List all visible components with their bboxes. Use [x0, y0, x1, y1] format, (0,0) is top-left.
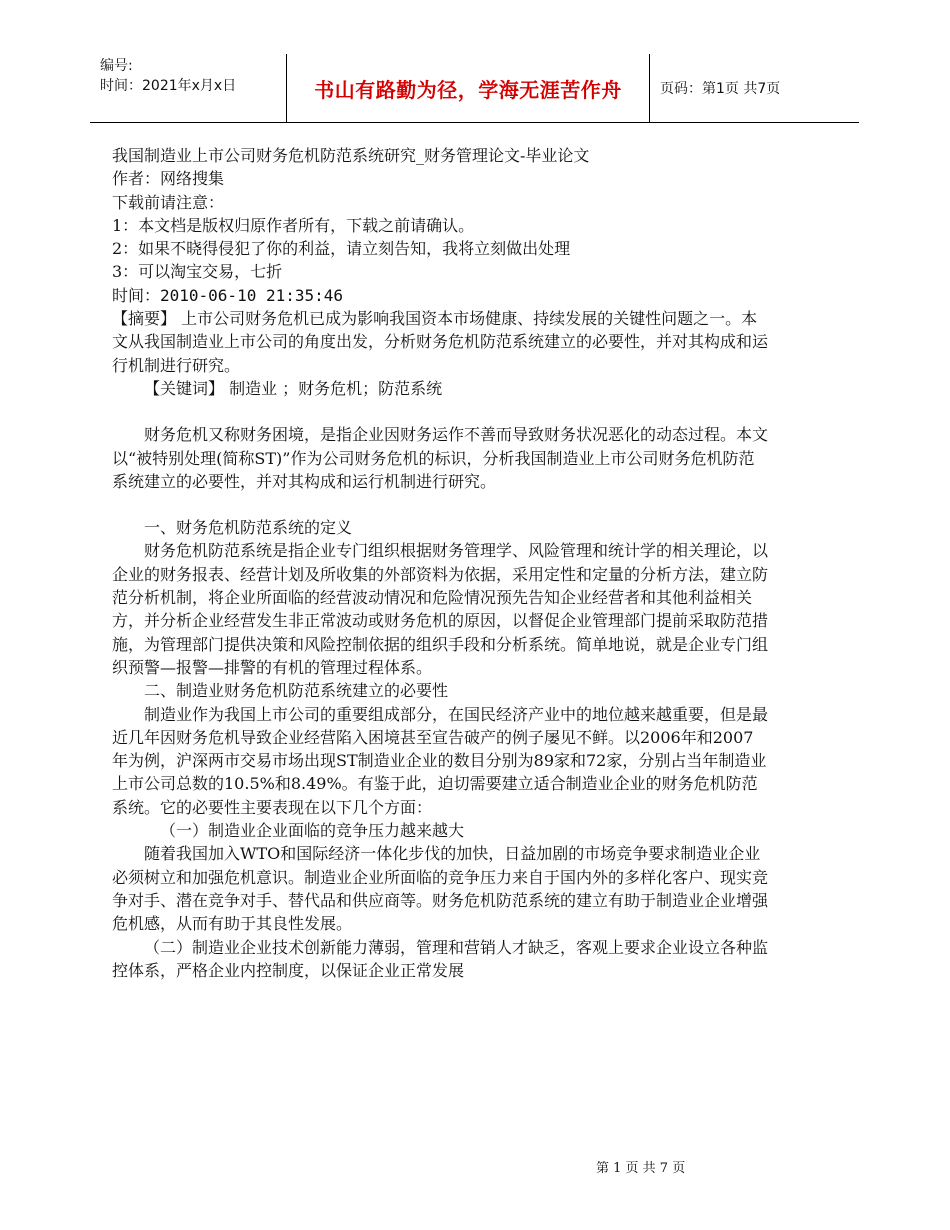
- notice-item-2: 2：如果不晓得侵犯了你的利益，请立刻告知，我将立刻做出处理: [112, 239, 571, 259]
- notice-item-1: 1：本文档是版权归原作者所有，下载之前请确认。: [112, 215, 475, 235]
- section-1-heading: 一、财务危机防范系统的定义: [144, 518, 353, 538]
- page-footer: 第 1 页 共 7 页: [596, 1161, 686, 1176]
- subsection-2-paragraph: （二）制造业企业技术创新能力薄弱，管理和营销人才缺乏，客观上要求企业设立各种监控体系，严格企业内控制度，以保证企业正常发展: [112, 937, 769, 980]
- notice-heading: 下载前请注意：: [112, 192, 225, 212]
- section-2-paragraph: 制造业作为我国上市公司的重要组成部分，在国民经济产业中的地位越来越重要，但是最近几年因财务危机导致企业经营陷入困境甚至宣告破产的例子屡见不鲜。以2006年和2007年为例，沪深两市交易市场出现ST制造业企业的数目分别为89家和72家，分别占当年制造业上市公司总数的10.5%和8.49%。有鉴于此，迫切需要建立适合制造业企业的财务危机防范系统。它的必要性主要表现在以下几个方面：: [112, 704, 769, 817]
- intro-paragraph: 财务危机又称财务困境，是指企业因财务运作不善而导致财务状况恶化的动态过程。本文以“被特别处理(简称ST)”作为公司财务危机的标识，分析我国制造业上市公司财务危机防范系统建立的必要性，并对其构成和运行机制进行研究。: [112, 425, 769, 491]
- subsection-1-paragraph: 随着我国加入WTO和国际经济一体化步伐的加快，日益加剧的市场竞争要求制造业企业必须树立和加强危机意识。制造业企业所面临的竞争压力来自于国内外的多样化客户、现实竞争对手、潜在竞争对手、替代品和供应商等。财务危机防范系统的建立有助于制造业企业增强危机感，从而有助于其良性发展。: [112, 844, 769, 934]
- page-header: [90, 54, 859, 123]
- abstract-paragraph: 【摘要】 上市公司财务危机已成为影响我国资本市场健康、持续发展的关键性问题之一。本文从我国制造业上市公司的角度出发，分析财务危机防范系统建立的必要性，并对其构成和运行机制进行研究。: [112, 309, 769, 375]
- section-1-paragraph: 财务危机防范系统是指企业专门组织根据财务管理学、风险管理和统计学的相关理论，以企业的财务报表、经营计划及所收集的外部资料为依据，采用定性和定量的分析方法，建立防范分析机制，将企业所面临的经营波动情况和危险情况预先告知企业经营者和其他利益相关方，并分析企业经营发生非正常波动或财务危机的原因，以督促企业管理部门提前采取防范措施，为管理部门提供决策和风险控制依据的组织手段和分析系统。简单地说，就是企业专门组织预警—报警—排警的有机的管理过程体系。: [112, 541, 769, 677]
- doc-author: 作者：网络搜集: [112, 169, 225, 189]
- keywords-line: 【关键词】 制造业 ；财务危机；防范系统: [144, 378, 443, 398]
- page-number-label: 页码：第1页 共7页: [660, 81, 781, 97]
- header-motto-cell: [286, 54, 650, 122]
- header-meta: [100, 56, 236, 96]
- doc-time-label: 时间：2021年x月x日: [100, 78, 237, 94]
- doc-title: 我国制造业上市公司财务危机防范系统研究_财务管理论文-毕业论文: [112, 146, 590, 165]
- notice-item-3: 3：可以淘宝交易，七折: [112, 262, 283, 282]
- motto-text: 书山有路勤为径，学海无涯苦作舟: [314, 77, 622, 102]
- document-body: [112, 144, 768, 982]
- section-2-heading: 二、制造业财务危机防范系统建立的必要性: [144, 681, 449, 701]
- subsection-1-heading: （一）制造业企业面临的竞争压力越来越大: [160, 821, 465, 841]
- doc-timestamp: 时间：2010-06-10 21:35:46: [112, 285, 344, 305]
- doc-number-label: 编号:: [100, 58, 133, 74]
